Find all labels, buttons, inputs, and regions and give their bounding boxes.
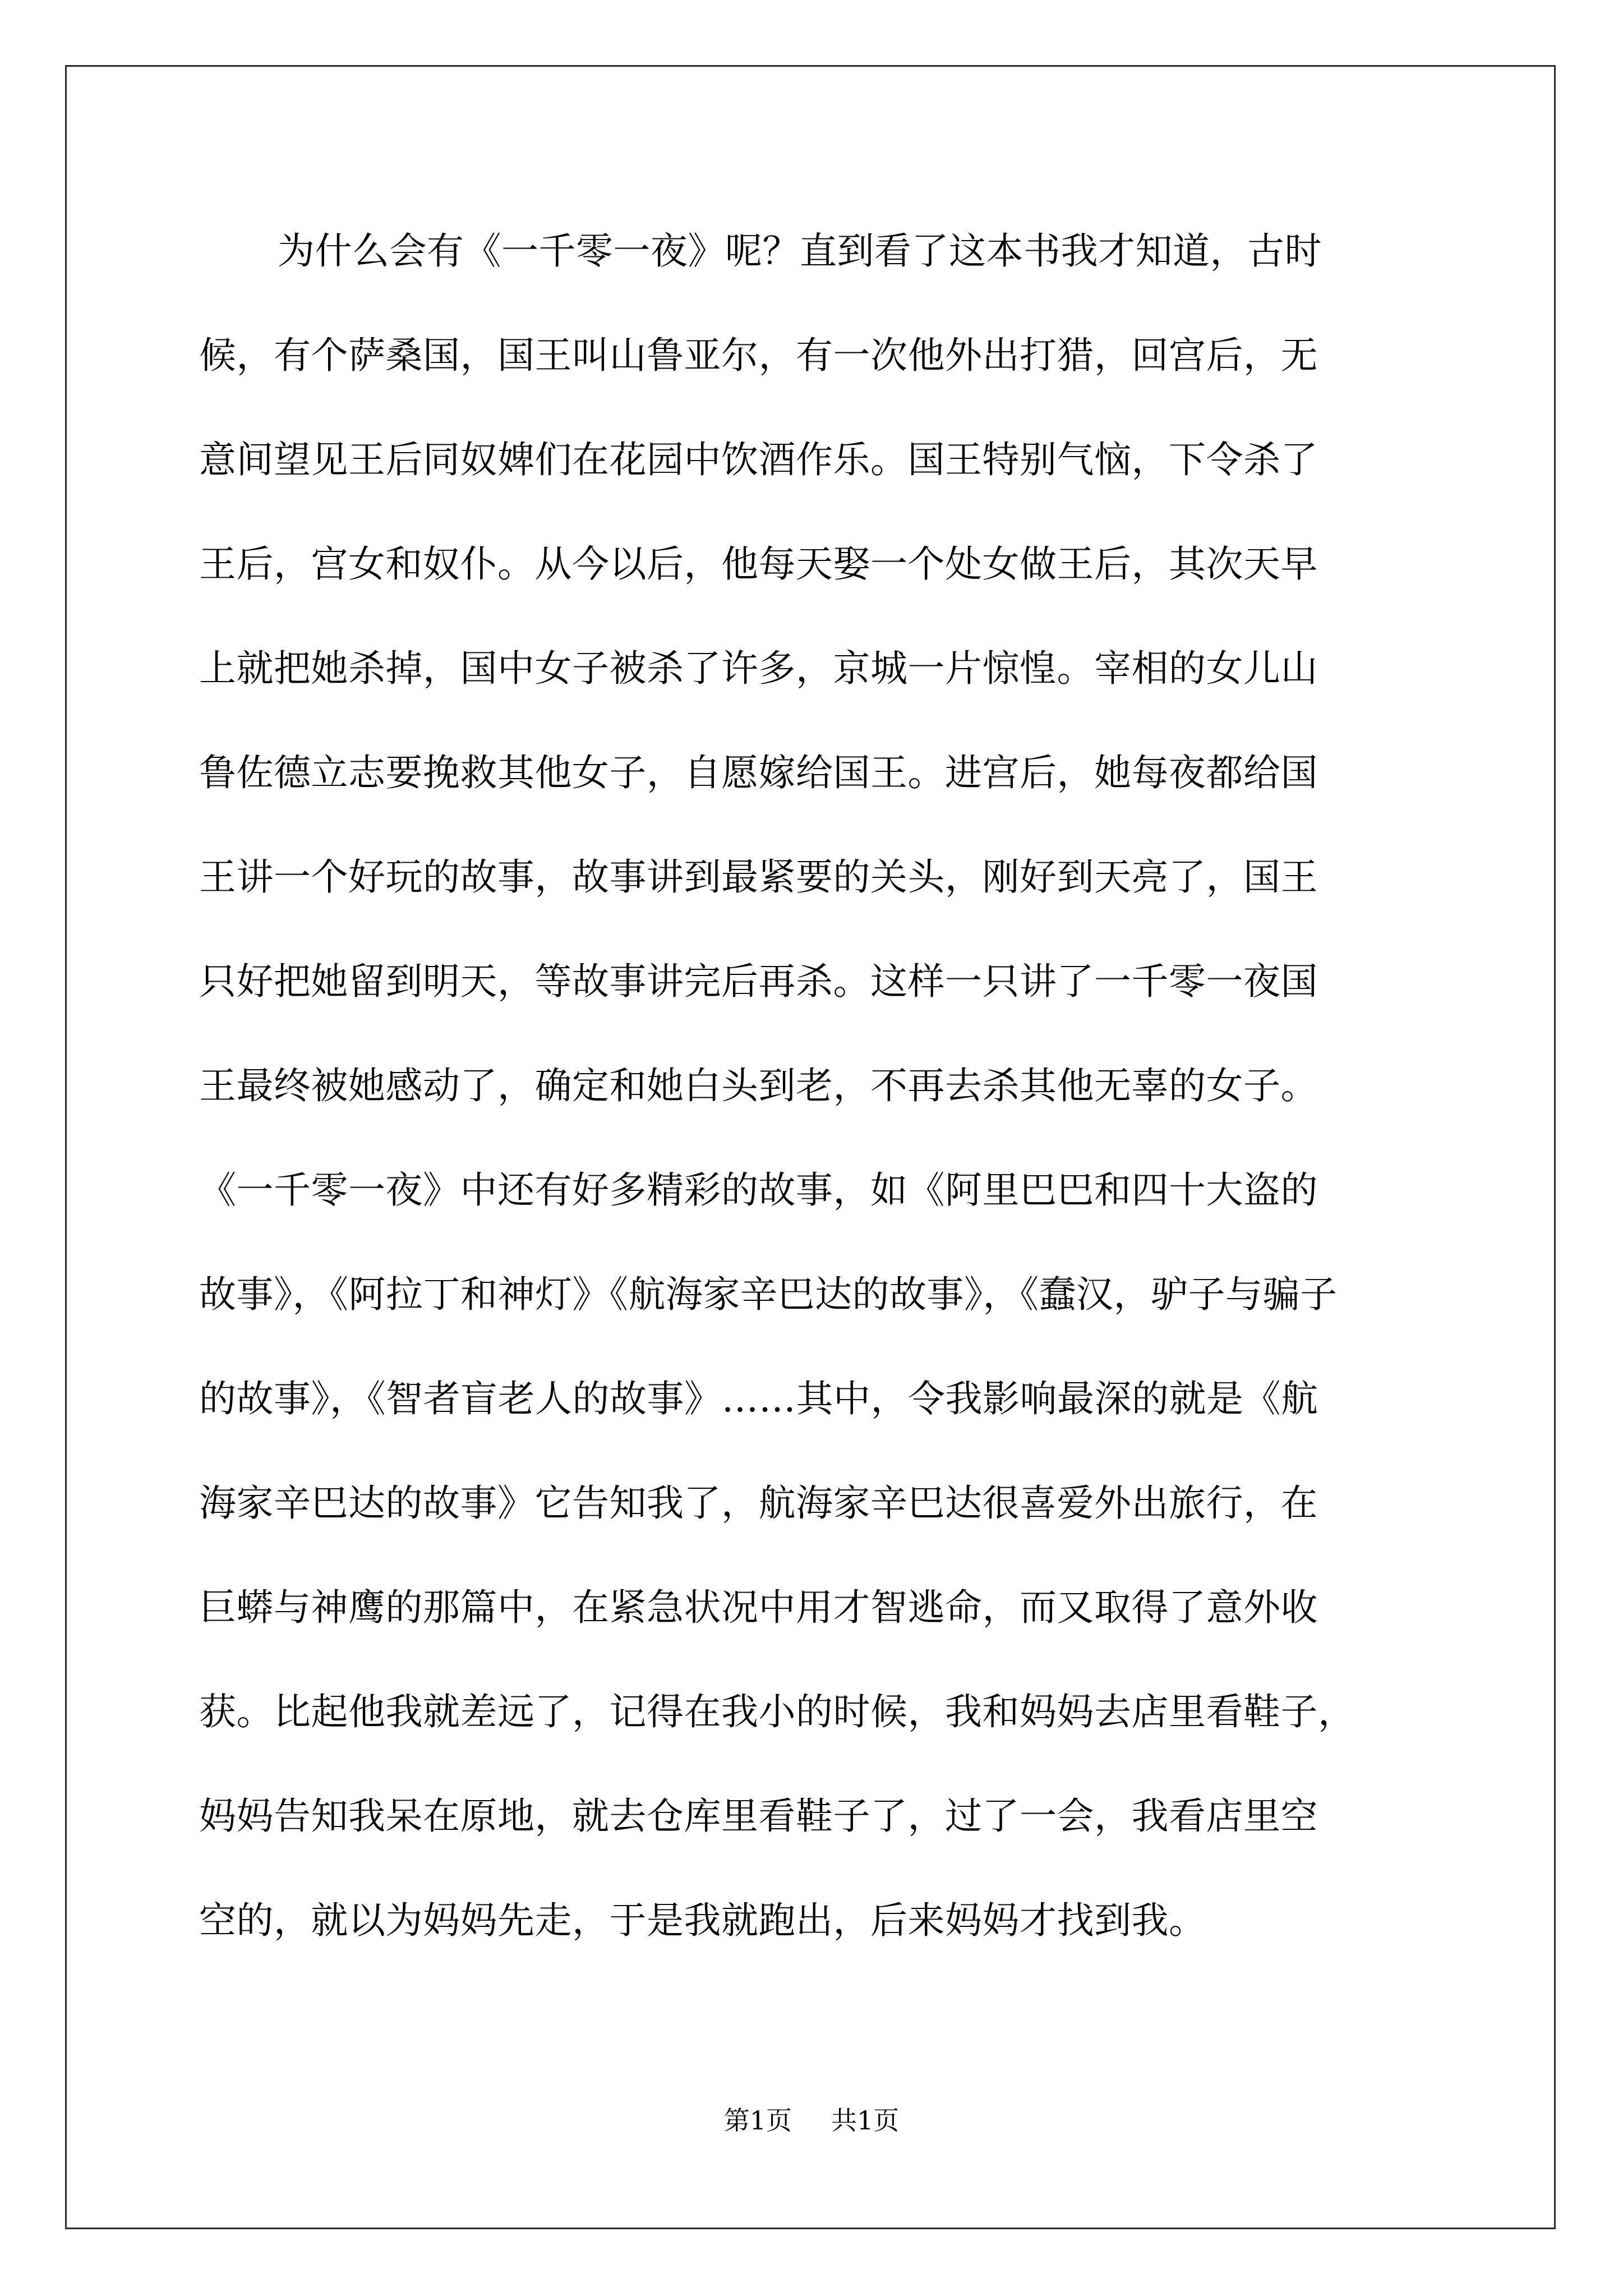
text-line: 海家辛巴达的故事》它告知我了，航海家辛巴达很喜爱外出旅行，在 (199, 1481, 1318, 1525)
text-line: 上就把她杀掉，国中女子被杀了许多，京城一片惊惶。宰相的女儿山 (199, 647, 1318, 690)
document-body (199, 220, 1433, 1994)
text-line: 空的，就以为妈妈先走，于是我就跑出，后来妈妈才找到我。 (199, 1899, 1206, 1942)
page-number: 第1页 (723, 2105, 792, 2136)
text-line: 意间望见王后同奴婢们在花园中饮酒作乐。国王特别气恼，下令杀了 (199, 438, 1318, 481)
text-line: 妈妈告知我呆在原地，就去仓库里看鞋子了，过了一会，我看店里空 (199, 1795, 1318, 1838)
text-line: 故事》，《阿拉丁和神灯》《航海家辛巴达的故事》，《蠢汉，驴子与骗子 (199, 1273, 1338, 1316)
text-line: 《一千零一夜》中还有好多精彩的故事，如《阿里巴巴和四十大盗的 (199, 1168, 1318, 1212)
text-line: 王最终被她感动了，确定和她白头到老，不再去杀其他无辜的女子。 (199, 1064, 1318, 1107)
text-line: 鲁佐德立志要挽救其他女子，自愿嫁给国王。进宫后，她每夜都给国 (199, 751, 1318, 794)
text-line: 王讲一个好玩的故事，故事讲到最紧要的关头，刚好到天亮了，国王 (199, 855, 1318, 899)
page-footer (0, 2104, 1623, 2137)
page-count: 共1页 (831, 2105, 900, 2136)
text-line: 只好把她留到明天，等故事讲完后再杀。这样一只讲了一千零一夜国 (199, 960, 1318, 1003)
text-line: 获。比起他我就差远了，记得在我小的时候，我和妈妈去店里看鞋子， (199, 1690, 1355, 1733)
text-line: 王后，宫女和奴仆。从今以后，他每天娶一个处女做王后，其次天早 (199, 542, 1318, 586)
text-line: 候，有个萨桑国，国王叫山鲁亚尔，有一次他外出打猎，回宫后，无 (199, 334, 1318, 377)
text-line: 为什么会有《一千零一夜》呢？直到看了这本书我才知道，古时 (278, 229, 1322, 273)
text-line: 的故事》，《智者盲老人的故事》……其中，令我影响最深的就是《航 (199, 1377, 1318, 1420)
text-line: 巨蟒与神鹰的那篇中，在紧急状况中用才智逃命，而又取得了意外收 (199, 1586, 1318, 1629)
